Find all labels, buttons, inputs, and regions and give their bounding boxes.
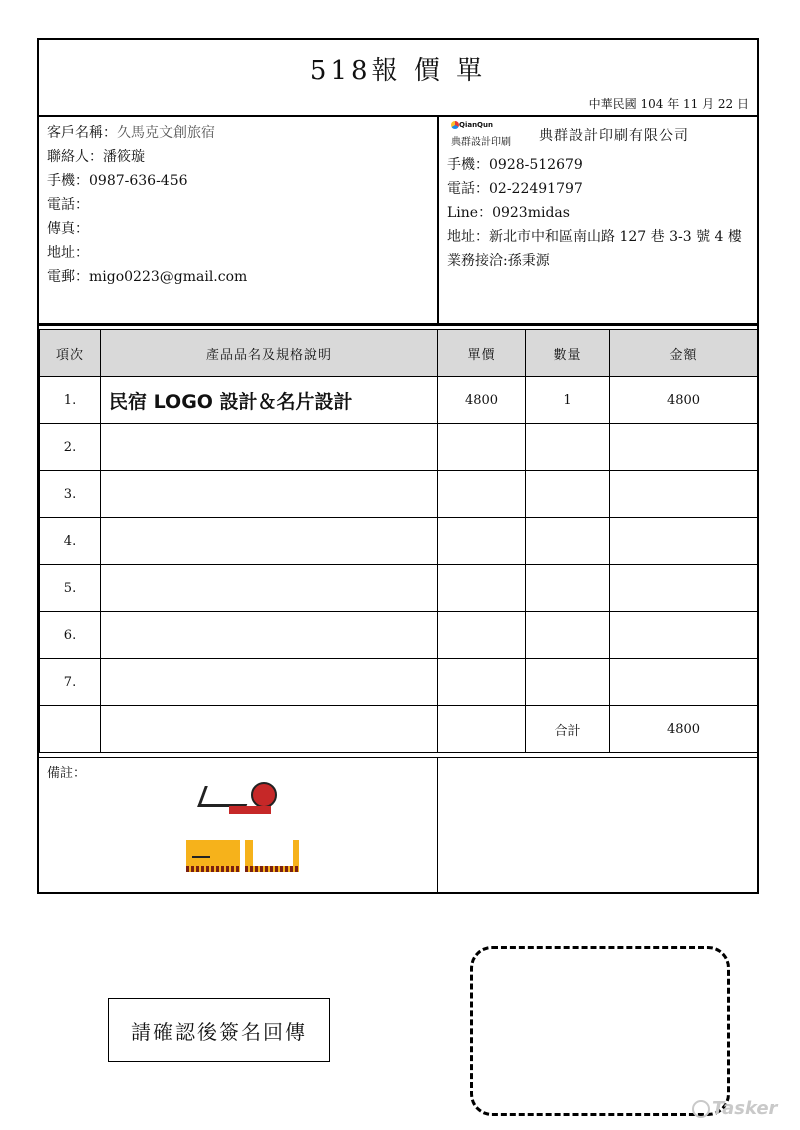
- total-value: 4800: [610, 706, 758, 753]
- row-unit-price: [438, 612, 526, 659]
- row-description: [101, 659, 438, 706]
- row-amount: 4800: [610, 377, 758, 424]
- client-contact: 聯絡人：潘筱璇: [47, 149, 145, 165]
- vendor-details: [447, 153, 753, 273]
- row-no: 4.: [40, 518, 101, 565]
- vendor-address: 地址：新北市中和區南山路 127 巷 3-3 號 4 樓: [447, 229, 742, 245]
- vendor-company: 典群設計印刷有限公司: [539, 128, 689, 144]
- table-row: [40, 518, 758, 565]
- table-row: [40, 424, 758, 471]
- business-card-panel: [253, 840, 293, 866]
- quote-date: 中華民國 104 年 11 月 22 日: [588, 97, 749, 111]
- client-fax: 傳真：: [47, 221, 89, 237]
- client-phone: 電話：: [47, 197, 89, 213]
- remarks-label: 備註：: [47, 766, 87, 781]
- brand-logo-stroke: [197, 786, 254, 807]
- total-empty-cell: [40, 706, 101, 753]
- header-no: 項次: [40, 330, 101, 377]
- vendor-logo-mark-icon: [451, 121, 459, 129]
- client-email: 電郵：migo0223@gmail.com: [47, 269, 248, 285]
- info-row: [39, 115, 757, 326]
- vendor-info: [437, 115, 757, 323]
- total-empty-cell: [101, 706, 438, 753]
- table-row: [40, 377, 758, 424]
- row-description: [101, 612, 438, 659]
- header-unit-price: 單價: [438, 330, 526, 377]
- vendor-logo: [451, 121, 521, 151]
- quote-sheet: [37, 38, 759, 894]
- row-description: [101, 518, 438, 565]
- row-quantity: [526, 424, 610, 471]
- vendor-line: Line：0923midas: [447, 205, 570, 221]
- brand-logo-bar: [229, 806, 271, 814]
- business-card-back-image: [245, 840, 299, 872]
- client-name: [47, 121, 427, 145]
- row-unit-price: [438, 518, 526, 565]
- row-quantity: [526, 471, 610, 518]
- vendor-phone: 電話：02-22491797: [447, 181, 583, 197]
- row-amount: [610, 612, 758, 659]
- header-description: 產品品名及規格說明: [101, 330, 438, 377]
- brand-logo-seal: [251, 782, 277, 808]
- row-description: 民宿 LOGO 設計＆名片設計: [101, 377, 438, 424]
- total-label: 合計: [526, 706, 610, 753]
- table-row: [40, 471, 758, 518]
- remarks-cell: [39, 758, 438, 893]
- row-amount: [610, 471, 758, 518]
- row-no: 3.: [40, 471, 101, 518]
- row-no: 1.: [40, 377, 101, 424]
- table-row: [40, 612, 758, 659]
- row-unit-price: [438, 424, 526, 471]
- client-mobile: 手機：0987-636-456: [47, 173, 188, 189]
- vendor-logo-en: QianQun: [459, 121, 493, 129]
- row-no: 5.: [40, 565, 101, 612]
- client-info: [47, 121, 427, 289]
- header-quantity: 數量: [526, 330, 610, 377]
- row-quantity: [526, 518, 610, 565]
- items-table: [39, 329, 758, 753]
- confirm-sign-box: 請確認後簽名回傳: [108, 998, 330, 1062]
- title-row: [39, 40, 757, 117]
- client-name-label: 客戶名稱：: [47, 125, 117, 141]
- row-description: [101, 424, 438, 471]
- total-empty-cell: [438, 706, 526, 753]
- row-amount: [610, 659, 758, 706]
- row-unit-price: [438, 659, 526, 706]
- row-quantity: [526, 612, 610, 659]
- row-quantity: [526, 659, 610, 706]
- row-quantity: 1: [526, 377, 610, 424]
- row-no: 7.: [40, 659, 101, 706]
- row-unit-price: 4800: [438, 377, 526, 424]
- watermark-logo-icon: [692, 1100, 710, 1118]
- row-description: [101, 565, 438, 612]
- watermark: [692, 1098, 777, 1119]
- watermark-text: Tasker: [712, 1098, 778, 1119]
- table-row: [40, 659, 758, 706]
- row-amount: [610, 518, 758, 565]
- row-amount: [610, 424, 758, 471]
- client-name-value: 久馬克文創旅宿: [117, 125, 215, 141]
- vendor-mobile: 手機：0928-512679: [447, 157, 583, 173]
- header-amount: 金額: [610, 330, 758, 377]
- total-row: [40, 706, 758, 753]
- row-description: [101, 471, 438, 518]
- row-amount: [610, 565, 758, 612]
- vendor-logo-zh: 典群設計印刷: [451, 137, 511, 148]
- business-card-front-image: [186, 840, 240, 872]
- remarks-section: [39, 757, 757, 893]
- business-card-mark: [192, 846, 210, 858]
- signature-box[interactable]: [470, 946, 730, 1116]
- row-no: 6.: [40, 612, 101, 659]
- table-row: [40, 565, 758, 612]
- vendor-header: [447, 121, 757, 151]
- table-header-row: [40, 330, 758, 377]
- client-address: 地址：: [47, 245, 89, 261]
- document-title: 518報 價 單: [309, 56, 487, 86]
- row-unit-price: [438, 471, 526, 518]
- row-no: 2.: [40, 424, 101, 471]
- row-quantity: [526, 565, 610, 612]
- brand-logo-image: [199, 780, 285, 824]
- row-unit-price: [438, 565, 526, 612]
- vendor-contact: 業務接洽:孫秉源: [447, 253, 550, 269]
